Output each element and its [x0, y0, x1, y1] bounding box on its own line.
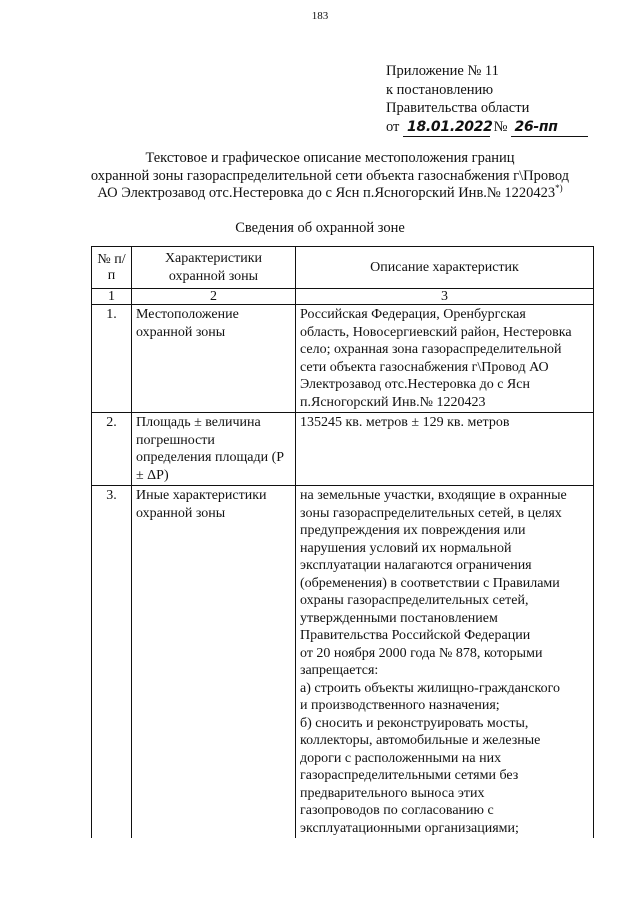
appendix-block	[386, 62, 588, 137]
row-description	[296, 486, 594, 839]
row-characteristic: Иные характеристики охранной зоны	[132, 486, 296, 839]
document-title	[70, 150, 590, 203]
table-row	[92, 305, 594, 413]
title-line-1: Текстовое и графическое описание местоположения границ	[145, 150, 515, 166]
description-line: Электрозавод отс.Нестеровка до с Ясн	[300, 377, 530, 392]
column-number-row	[92, 289, 594, 305]
table-row	[92, 486, 594, 839]
column-number: 1	[92, 289, 132, 305]
page-number: 183	[311, 10, 329, 22]
table-row	[92, 413, 594, 486]
description-line: от 20 ноября 2000 года № 878, которыми	[300, 645, 543, 661]
description-line: утвержденными постановлением	[300, 610, 498, 626]
column-number: 3	[296, 289, 594, 305]
row-characteristic: Местоположение охранной зоны	[132, 305, 296, 413]
section-subtitle: Сведения об охранной зоне	[235, 220, 405, 236]
description-line: эксплуатационными организациями;	[300, 820, 519, 836]
description-line: Правительства Российской Федерации	[300, 628, 531, 643]
description-line: на земельные участки, входящие в охранные	[300, 488, 567, 503]
description-line: запрещается:	[300, 663, 379, 678]
description-line: сети объекта газоснабжения г\Провод АО	[300, 359, 549, 375]
description-line: и производственного назначения;	[300, 698, 500, 713]
row-number: 1.	[92, 305, 132, 413]
description-line: б) сносить и реконструировать мосты,	[300, 715, 529, 731]
appendix-authority: Правительства области	[386, 100, 530, 116]
description-line: газопроводов по согласованию с	[300, 803, 494, 818]
handwritten-date: 18.01.2022	[403, 118, 490, 138]
description-line: коллекторы, автомобильные и железные	[300, 733, 541, 748]
description-line: село; охранная зона газораспределительной	[300, 342, 562, 357]
date-prefix: от	[386, 118, 400, 135]
description-line: нарушения условий их нормальной	[300, 540, 512, 556]
row-number: 2.	[92, 413, 132, 486]
description-line: область, Новосергиевский район, Нестеровка	[300, 324, 572, 340]
title-line-2: охранной зоны газораспределительной сети объекта газоснабжения г\Провод	[90, 167, 570, 184]
footnote-mark: *)	[555, 183, 563, 193]
row-description	[296, 305, 594, 413]
description-line: эксплуатации налагаются ограничения	[300, 558, 532, 573]
row-number: 3.	[92, 486, 132, 839]
number-prefix: №	[493, 118, 508, 135]
description-line: п.Ясногорский Инв.№ 1220423	[300, 394, 486, 410]
row-characteristic: Площадь ± величина погрешности определения площади (Р ± ΔР)	[132, 413, 296, 486]
handwritten-number: 26-пп	[511, 118, 588, 138]
appendix-title: Приложение № 11	[386, 63, 499, 79]
description-line: дороги с расположенными на них	[300, 750, 502, 766]
header-characteristic: Характеристики охранной зоны	[132, 247, 296, 289]
zone-info-table	[91, 246, 594, 838]
description-line: а) строить объекты жилищно-гражданского	[300, 680, 560, 696]
appendix-date-line	[386, 118, 588, 138]
header-description: Описание характеристик	[296, 247, 594, 289]
row-description	[296, 413, 594, 486]
description-line: газораспределительными сетями без	[300, 768, 519, 783]
header-no: № п/п	[92, 247, 132, 289]
column-number: 2	[132, 289, 296, 305]
title-line-3-text: АО Электрозавод отс.Нестеровка до с Ясн п.Ясногорский Инв.№ 1220423	[97, 185, 556, 201]
description-line: предварительного выноса этих	[300, 785, 485, 801]
description-line: охраны газораспределительных сетей,	[300, 593, 529, 608]
title-line-3	[70, 185, 590, 203]
description-line: (обременения) в соответствии с Правилами	[300, 575, 560, 591]
appendix-ref: к постановлению	[386, 81, 494, 98]
description-line: 135245 кв. метров ± 129 кв. метров	[300, 415, 510, 430]
description-line: зоны газораспределительных сетей, в целях	[300, 505, 562, 521]
table-header-row	[92, 247, 594, 289]
description-line: Российская Федерация, Оренбургская	[300, 307, 526, 322]
description-line: предупреждения их повреждения или	[300, 523, 526, 538]
